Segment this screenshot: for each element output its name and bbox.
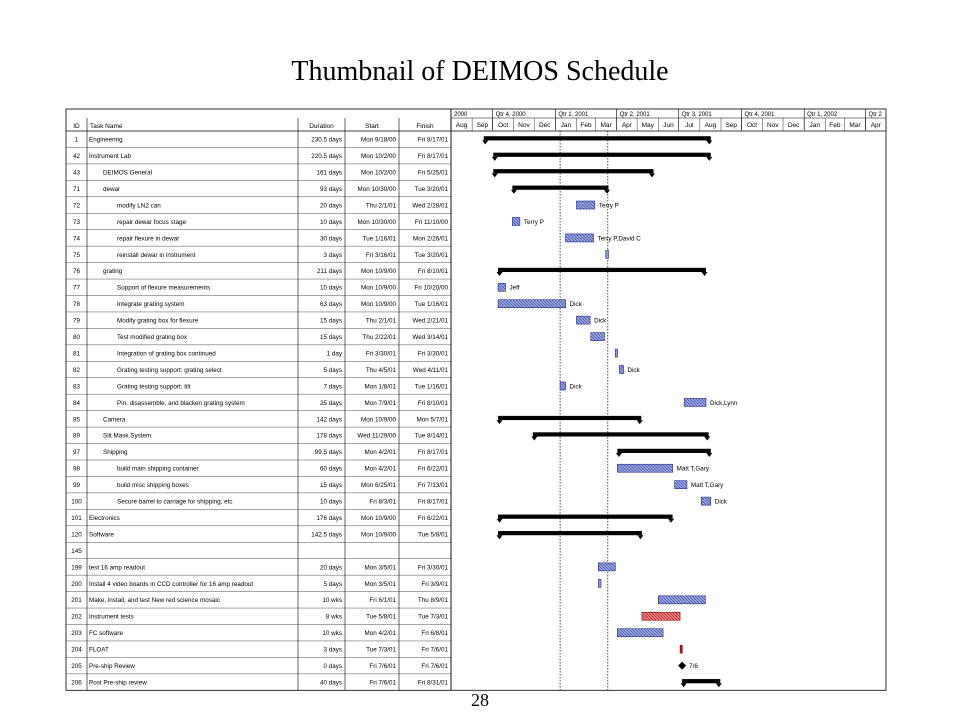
task-duration: 211 days xyxy=(316,268,342,276)
task-id: 201 xyxy=(71,597,82,605)
task-finish: Mon 2/26/01 xyxy=(412,235,448,243)
task-duration: 1 day xyxy=(326,350,342,358)
month-label: Apr xyxy=(870,122,881,129)
task-name: Support of flexure measurements xyxy=(117,284,211,292)
task-start: Thu 4/5/01 xyxy=(365,366,396,374)
task-finish: Tue 1/16/01 xyxy=(414,301,448,309)
task-finish: Wed 2/21/01 xyxy=(412,317,448,325)
column-header-start: Start xyxy=(365,123,379,130)
task-start: Fri 3/30/01 xyxy=(365,350,396,358)
month-label: Nov xyxy=(518,122,530,129)
resource-label: Dick,Lynn xyxy=(710,399,738,407)
task-id: 199 xyxy=(71,564,82,572)
task-bar xyxy=(617,464,672,472)
task-start: Mon 10/30/00 xyxy=(357,185,396,193)
task-start: Mon 10/2/00 xyxy=(360,169,396,177)
task-duration: 30 days xyxy=(319,235,342,243)
task-name: build misc shipping boxes xyxy=(117,482,189,490)
summary-end-cap xyxy=(668,519,674,523)
task-finish: Fri 8/17/01 xyxy=(417,153,448,161)
resource-label: Dick xyxy=(569,383,582,391)
task-duration: 3 days xyxy=(323,251,342,259)
task-id: 75 xyxy=(72,251,81,259)
task-bar xyxy=(619,366,623,374)
task-bar xyxy=(498,300,565,308)
task-name: FC software xyxy=(89,630,123,638)
task-bar xyxy=(566,234,594,242)
task-duration: 10 wks xyxy=(322,597,342,605)
task-start: Tue 7/3/01 xyxy=(366,646,396,654)
task-finish: Tue 7/3/01 xyxy=(418,613,448,621)
summary-end-cap xyxy=(706,140,712,144)
task-bar xyxy=(560,382,565,390)
task-finish: Tue 8/14/01 xyxy=(414,432,448,440)
summary-start-cap xyxy=(616,453,622,457)
task-id: 204 xyxy=(71,646,82,654)
task-name: Secure barrel to carriage for shipping, etc xyxy=(117,498,233,506)
summary-start-cap xyxy=(497,272,503,276)
task-id: 97 xyxy=(72,449,81,457)
month-label: Dec xyxy=(538,122,551,129)
task-duration: 63 days xyxy=(319,301,342,309)
summary-start-cap xyxy=(492,157,498,161)
summary-end-cap xyxy=(637,535,643,539)
task-name: Instrument tests xyxy=(89,613,134,621)
task-name: repair dewar focus stage xyxy=(117,218,186,226)
task-name: repair flexure in dewar xyxy=(117,235,180,243)
task-finish: Fri 6/22/01 xyxy=(417,514,448,522)
summary-end-cap xyxy=(706,157,712,161)
task-finish: Fri 8/17/01 xyxy=(417,136,448,144)
gantt-rows xyxy=(71,137,448,687)
task-finish: Tue 3/20/01 xyxy=(414,185,448,193)
resource-label: Dick xyxy=(714,498,728,506)
task-duration: 142 days xyxy=(316,416,342,424)
task-duration: 40 days xyxy=(319,679,342,687)
task-finish: Thu 8/9/01 xyxy=(417,597,448,605)
task-id: 74 xyxy=(72,235,81,243)
quarter-label: Qtr 1, 2001 xyxy=(558,112,589,118)
task-name: grating xyxy=(103,268,123,276)
task-name: Software xyxy=(89,531,114,539)
task-id: 85 xyxy=(72,416,81,424)
resource-label: 7/6 xyxy=(689,663,698,671)
quarter-label: Qtr 2 xyxy=(868,112,882,118)
task-bar xyxy=(617,629,663,637)
month-label: Mar xyxy=(849,122,861,129)
task-finish: Fri 3/9/01 xyxy=(421,580,448,588)
task-finish: Tue 5/8/01 xyxy=(418,531,448,539)
task-duration: 142.5 days xyxy=(311,531,342,539)
task-duration: 10 days xyxy=(319,284,342,292)
task-duration: 15 days xyxy=(319,482,342,490)
month-label: May xyxy=(641,122,654,129)
task-finish: Fri 5/25/01 xyxy=(417,169,448,177)
task-finish: Fri 8/17/01 xyxy=(417,498,448,506)
quarter-label: Qtr 4, 2001 xyxy=(744,112,775,118)
task-id: 206 xyxy=(71,679,82,687)
task-bar xyxy=(701,497,711,505)
task-start: Tue 1/16/01 xyxy=(362,235,396,243)
summary-start-cap xyxy=(482,140,488,144)
month-label: Mar xyxy=(600,122,612,129)
task-bar xyxy=(598,579,601,587)
task-id: 89 xyxy=(72,432,81,440)
milestone-diamond xyxy=(678,662,686,670)
task-finish: Fri 8/17/01 xyxy=(417,449,448,457)
task-id: 78 xyxy=(72,301,81,309)
task-start: Fri 7/6/01 xyxy=(369,679,396,687)
task-duration: 230.5 days xyxy=(311,136,342,144)
task-finish: Tue 3/20/01 xyxy=(414,251,448,259)
task-id: 99 xyxy=(72,482,81,490)
task-name: Pre-ship Review xyxy=(89,663,135,671)
quarter-label: Qtr 4, 2000 xyxy=(495,112,526,118)
task-start: Fri 7/6/01 xyxy=(369,663,396,671)
task-start: Mon 3/5/01 xyxy=(364,580,396,588)
task-bar xyxy=(512,217,520,225)
resource-label: Dick xyxy=(569,301,582,309)
task-id: 145 xyxy=(71,547,82,555)
task-start: Mon 6/25/01 xyxy=(360,482,396,490)
task-finish: Fri 7/6/01 xyxy=(421,663,448,671)
task-start: Mon 1/8/01 xyxy=(364,383,396,391)
task-name: Integration of grating box continued xyxy=(117,350,216,358)
column-header-id: ID xyxy=(73,123,80,130)
task-bar xyxy=(675,481,687,489)
task-bar xyxy=(598,563,615,571)
task-bar xyxy=(498,283,506,291)
month-label: Jan xyxy=(809,122,820,129)
task-id: 79 xyxy=(72,317,81,325)
task-bar xyxy=(684,398,706,406)
task-duration: 20 days xyxy=(319,202,342,210)
resource-label: Terry P xyxy=(598,202,619,210)
task-duration: 176 days xyxy=(316,514,342,522)
summary-end-cap xyxy=(637,420,643,424)
task-name: Grating testing support: tilt xyxy=(117,383,191,391)
summary-end-cap xyxy=(706,453,712,457)
quarter-label: Qtr 1, 2002 xyxy=(807,112,838,118)
month-label: Apr xyxy=(621,122,632,129)
task-start: Mon 4/2/01 xyxy=(364,465,396,473)
task-id: 205 xyxy=(71,663,82,671)
task-duration: 93 days xyxy=(319,185,342,193)
task-start: Mon 7/9/01 xyxy=(364,399,396,407)
task-finish: Wed 4/11/01 xyxy=(412,366,448,374)
task-duration: 161 days xyxy=(316,169,342,177)
summary-bar xyxy=(498,416,641,420)
task-finish: Fri 10/20/00 xyxy=(414,284,448,292)
quarter-label: Qtr 3, 2001 xyxy=(681,112,712,118)
task-name: dewar xyxy=(103,185,121,193)
resource-label: Dick xyxy=(627,366,640,374)
task-duration: 3 days xyxy=(323,646,342,654)
task-duration: 5 days xyxy=(323,580,342,588)
task-id: 203 xyxy=(71,630,82,638)
task-finish: Fri 7/13/01 xyxy=(417,482,448,490)
task-id: 73 xyxy=(72,218,81,226)
task-duration: 10 days xyxy=(319,218,342,226)
task-id: 200 xyxy=(71,580,82,588)
task-start: Mon 4/2/01 xyxy=(364,630,396,638)
summary-end-cap xyxy=(649,173,655,177)
task-id: 42 xyxy=(72,153,81,161)
task-duration: 25 days xyxy=(319,399,342,407)
quarter-label: 2000 xyxy=(454,112,468,118)
task-finish: Fri 7/6/01 xyxy=(421,646,448,654)
task-start: Mon 10/2/00 xyxy=(360,153,396,161)
task-name: Modify grating box for flexure xyxy=(117,317,199,325)
task-id: 71 xyxy=(72,185,81,193)
task-name: FLOAT xyxy=(89,646,109,654)
resource-label: Terry P xyxy=(523,218,544,226)
summary-start-cap xyxy=(497,420,503,424)
task-duration: 20 days xyxy=(319,564,342,572)
summary-start-cap xyxy=(511,190,517,194)
summary-end-cap xyxy=(702,272,708,276)
task-id: 101 xyxy=(71,514,82,522)
task-duration: 8 wks xyxy=(325,613,342,621)
task-name: test 16 amp readout xyxy=(89,564,146,572)
task-finish: Wed 2/28/01 xyxy=(412,202,448,210)
task-name: Slit Mask System xyxy=(103,432,152,440)
task-start: Fri 6/1/01 xyxy=(369,597,396,605)
task-duration: 15 days xyxy=(319,317,342,325)
summary-end-cap xyxy=(704,437,710,441)
month-label: Sep xyxy=(476,122,489,129)
month-label: Jun xyxy=(663,122,674,129)
task-name: Engineering xyxy=(89,136,123,144)
task-id: 82 xyxy=(72,366,81,374)
month-label: Oct xyxy=(746,122,758,129)
summary-bar xyxy=(493,169,653,173)
task-id: 76 xyxy=(72,268,81,276)
task-duration: 60 days xyxy=(319,465,342,473)
summary-start-cap xyxy=(497,519,503,523)
gantt-header xyxy=(73,112,882,130)
task-start: Tue 5/8/01 xyxy=(366,613,396,621)
task-bar xyxy=(576,201,594,209)
task-duration: 7 days xyxy=(323,383,342,391)
task-finish: Fri 11/10/00 xyxy=(414,218,448,226)
task-start: Thu 2/22/01 xyxy=(362,334,396,342)
task-finish: Mon 5/7/01 xyxy=(416,416,448,424)
summary-bar xyxy=(498,515,673,519)
task-name: Electronics xyxy=(89,514,120,522)
task-name: Pin, disassemble, and blacken grating system xyxy=(117,399,245,407)
summary-end-cap xyxy=(604,190,610,194)
month-label: Dec xyxy=(787,122,800,129)
month-label: Oct xyxy=(498,122,509,129)
task-finish: Fri 8/31/01 xyxy=(417,679,448,687)
task-name: Instrument Lab xyxy=(89,153,132,161)
slide-title: Thumbnail of DEIMOS Schedule xyxy=(291,56,669,87)
summary-bar xyxy=(533,432,709,436)
quarter-label: Qtr 2, 2001 xyxy=(619,112,650,118)
task-start: Mon 3/5/01 xyxy=(364,564,396,572)
summary-bar xyxy=(498,531,642,535)
task-finish: Fri 8/10/01 xyxy=(417,268,448,276)
task-start: Mon 10/9/00 xyxy=(360,416,396,424)
task-bar xyxy=(606,250,609,258)
task-start: Mon 10/9/00 xyxy=(360,284,396,292)
task-id: 84 xyxy=(72,399,81,407)
task-finish: Fri 3/30/01 xyxy=(417,350,448,358)
task-id: 100 xyxy=(71,498,82,506)
task-start: Thu 2/1/01 xyxy=(365,317,396,325)
resource-label: Terry P,David C xyxy=(597,235,641,243)
gantt-bars xyxy=(482,136,738,687)
critical-task-bar xyxy=(642,612,680,620)
task-duration: 99.5 days xyxy=(314,449,342,457)
summary-start-cap xyxy=(531,437,537,441)
task-duration: 10 wks xyxy=(322,630,342,638)
task-start: Mon 10/9/00 xyxy=(360,531,396,539)
task-finish: Tue 1/16/01 xyxy=(414,383,448,391)
month-label: Feb xyxy=(829,122,841,129)
task-duration: 178 days xyxy=(316,432,342,440)
column-header-task: Task Name xyxy=(90,123,123,130)
task-duration: 10 days xyxy=(319,498,342,506)
task-name: Camera xyxy=(103,416,126,424)
resource-label: Matt T,Gary xyxy=(690,482,724,490)
task-start: Mon 10/9/00 xyxy=(360,301,396,309)
task-id: 77 xyxy=(72,284,81,292)
task-name: reinstall dewar in instrument xyxy=(117,251,196,259)
task-finish: Fri 6/22/01 xyxy=(417,465,448,473)
task-name: build main shipping container xyxy=(117,465,199,473)
task-start: Wed 11/29/00 xyxy=(357,432,396,440)
resource-label: Jeff xyxy=(509,284,520,292)
resource-label: Matt T,Gary xyxy=(676,465,710,473)
task-name: Install 4 video boards in CCD controller for 16 amp readout xyxy=(89,580,254,588)
summary-bar xyxy=(498,268,706,272)
task-name: Make, install, and test New red science mosaic xyxy=(89,597,220,605)
task-start: Fri 8/3/01 xyxy=(369,498,396,506)
summary-bar xyxy=(682,679,720,683)
summary-start-cap xyxy=(497,535,503,539)
summary-bar xyxy=(493,153,710,157)
column-header-duration: Duration xyxy=(309,123,334,130)
task-duration: 5 days xyxy=(323,366,342,374)
task-id: 202 xyxy=(71,613,82,621)
task-finish: Wed 3/14/01 xyxy=(412,334,448,342)
task-start: Mon 10/9/00 xyxy=(360,268,396,276)
column-header-finish: Finish xyxy=(416,123,434,130)
summary-bar xyxy=(484,136,711,140)
month-label: Aug xyxy=(455,122,468,129)
task-name: Post Pre-ship review xyxy=(89,679,147,687)
task-start: Mon 4/2/01 xyxy=(364,449,396,457)
month-label: Feb xyxy=(580,122,592,129)
task-name: Test modified grating box xyxy=(117,334,188,342)
task-bar xyxy=(591,333,605,341)
task-duration: 0 days xyxy=(323,663,342,671)
critical-task-bar xyxy=(680,645,682,653)
task-finish: Fri 3/30/01 xyxy=(417,564,448,572)
task-finish: Fri 8/10/01 xyxy=(417,399,448,407)
summary-bar xyxy=(617,449,710,453)
slide-number: 28 xyxy=(471,690,489,710)
task-id: 83 xyxy=(72,383,81,391)
summary-bar xyxy=(512,186,608,190)
task-id: 72 xyxy=(72,202,81,210)
task-duration: 220.5 days xyxy=(311,153,342,161)
month-label: Nov xyxy=(767,122,779,129)
summary-end-cap xyxy=(716,683,722,687)
resource-label: Dick xyxy=(594,317,607,325)
task-id: 43 xyxy=(72,169,81,177)
task-start: Mon 10/30/00 xyxy=(357,218,396,226)
task-start: Mon 9/18/00 xyxy=(360,136,396,144)
task-id: 120 xyxy=(71,531,82,539)
task-name: Grating testing support: grating select xyxy=(117,366,222,374)
task-name: modify LN2 can xyxy=(117,202,161,210)
month-label: Aug xyxy=(704,122,717,129)
task-finish: Fri 6/8/01 xyxy=(421,630,448,638)
task-bar xyxy=(576,316,590,324)
month-label: Jul xyxy=(685,122,694,129)
task-id: 1 xyxy=(74,136,79,144)
task-duration: 15 days xyxy=(319,334,342,342)
task-start: Mon 10/9/00 xyxy=(360,514,396,522)
task-name: Shipping xyxy=(103,449,128,457)
task-start: Thu 2/1/01 xyxy=(365,202,396,210)
task-id: 98 xyxy=(72,465,81,473)
task-bar xyxy=(615,349,617,357)
task-id: 81 xyxy=(72,350,81,358)
task-id: 80 xyxy=(72,334,81,342)
summary-start-cap xyxy=(492,173,498,177)
summary-start-cap xyxy=(681,683,687,687)
month-label: Sep xyxy=(725,122,738,129)
task-name: DEIMOS General xyxy=(103,169,152,177)
task-bar xyxy=(658,596,705,604)
task-name: Integrate grating system xyxy=(117,301,185,309)
month-label: Jan xyxy=(560,122,572,129)
task-start: Fri 3/16/01 xyxy=(365,251,396,259)
